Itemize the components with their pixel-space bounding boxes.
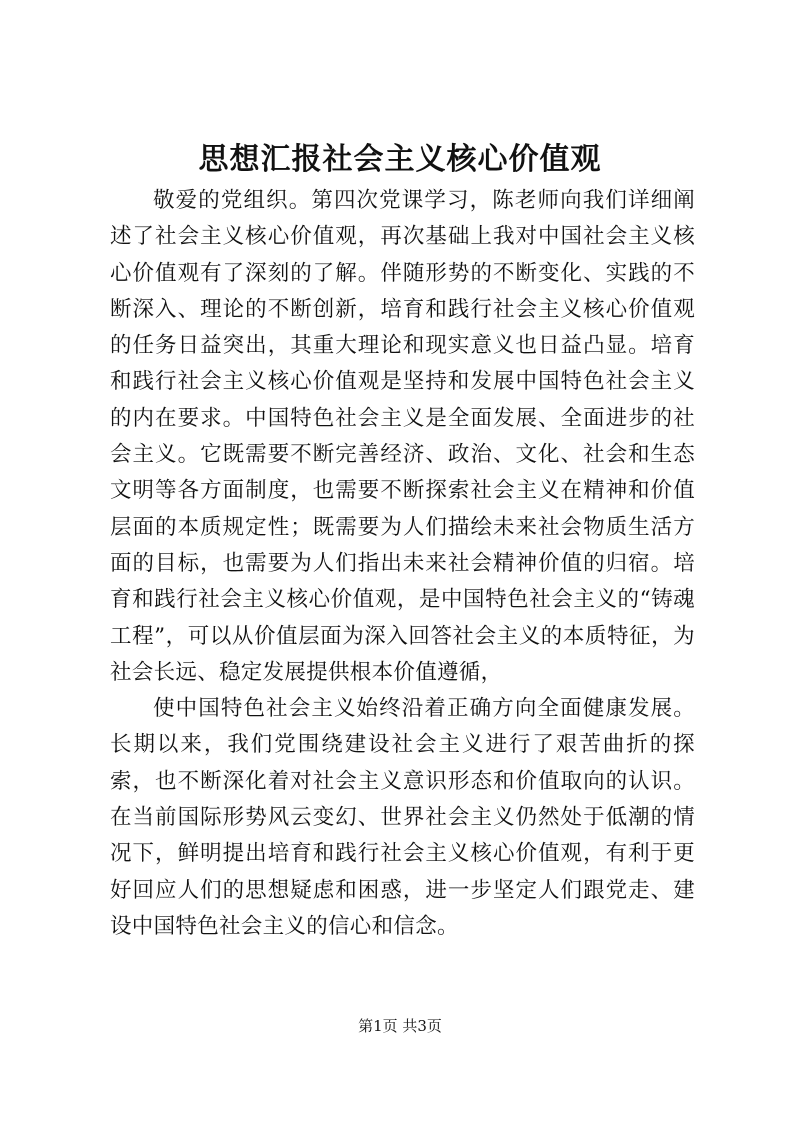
paragraph-1: 敬爱的党组织。第四次党课学习，陈老师向我们详细阐述了社会主义核心价值观，再次基础上我对中国社会主义核心价值观有了深刻的了解。伴随形势的不断变化、实践的不断深入、理论的不断创新，培育和践行社会主义核心价值观的任务日益突出，其重大理论和现实意义也日益凸显。培育和践行社会主义核心价值观是坚持和发展中国特色社会主义的内在要求。中国特色社会主义是全面发展、全面进步的社会主义。它既需要不断完善经济、政治、文化、社会和生态文明等各方面制度，也需要不断探索社会主义在精神和价值层面的本质规定性；既需要为人们描绘未来社会物质生活方面的目标，也需要为人们指出未来社会精神价值的归宿。培育和践行社会主义核心价值观，是中国特色社会主义的“铸魂工程”，可以从价值层面为深入回答社会主义的本质特征，为社会长远、稳定发展提供根本价值遵循，: [110, 188, 695, 685]
document-title: 思想汇报社会主义核心价值观: [198, 142, 602, 177]
page-footer: 第1页 共3页: [358, 1017, 442, 1035]
document-body: [110, 183, 695, 945]
paragraph-2: 使中国特色社会主义始终沿着正确方向全面健康发展。长期以来，我们党围绕建设社会主义进行了艰苦曲折的探索，也不断深化着对社会主义意识形态和价值取向的认识。在当前国际形势风云变幻、世界社会主义仍然处于低潮的情况下，鲜明提出培育和践行社会主义核心价值观，有利于更好回应人们的思想疑虑和困惑，进一步坚定人们跟党走、建设中国特色社会主义的信心和信念。: [110, 696, 695, 939]
